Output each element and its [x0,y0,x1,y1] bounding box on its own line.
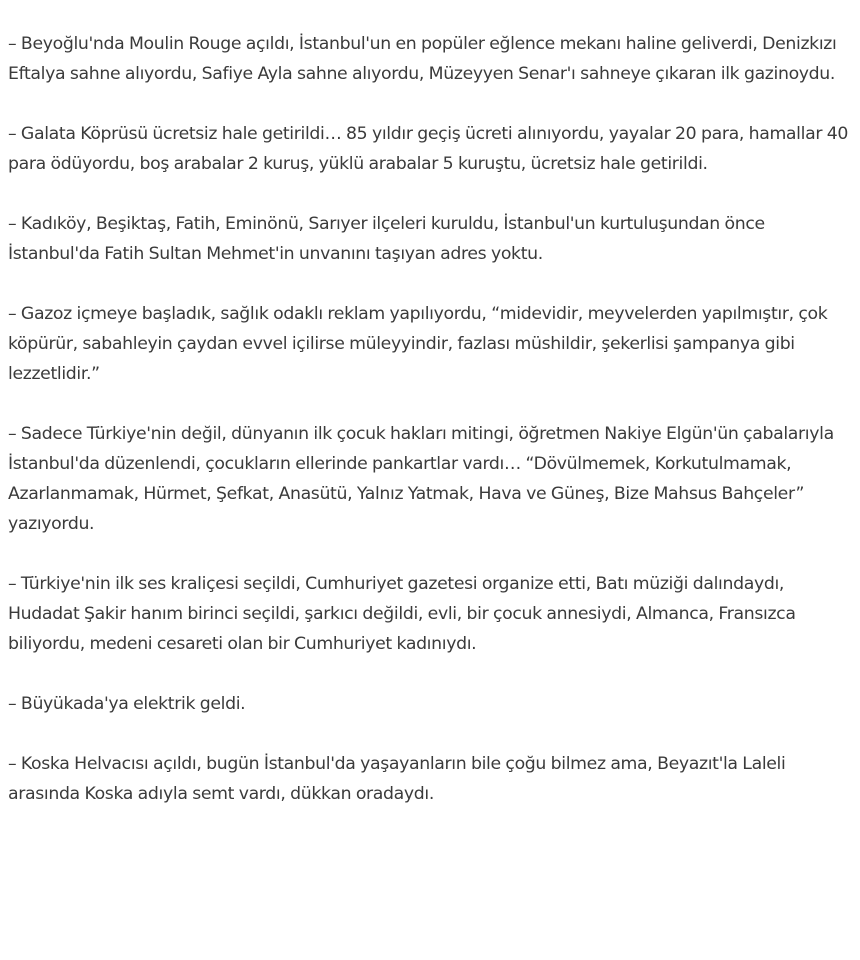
paragraph-buyukada-electricity: – Büyükada'ya elektrik geldi. [8,694,246,714]
paragraph-galata-bridge: – Galata Köprüsü ücretsiz hale getirildi… 85 yıldır geçiş ücreti alınıyordu, yayalar 20 para, hamallar 40 para ödüyordu, boş arabalar 2 kuruş, yüklü arabalar 5 kuruştu, ücretsiz hale getirildi. [8,124,849,174]
paragraph-koska: – Koska Helvacısı açıldı, bugün İstanbul'da yaşayanların bile çoğu bilmez ama, Beyazıt'la Laleli arasında Koska adıyla semt vardı, dükkan oradaydı. [8,754,786,804]
paragraph-voice-queen: – Türkiye'nin ilk ses kraliçesi seçildi, Cumhuriyet gazetesi organize etti, Batı müziği dalındaydı, Hudadat Şakir hanım birinci seçildi, şarkıcı değildi, evli, bir çocuk annesiydi, Almanca, Fransızca biliyordu, medeni cesareti olan bir Cumhuriyet kadınıydı. [8,574,796,654]
paragraph-gazoz: – Gazoz içmeye başladık, sağlık odaklı reklam yapılıyordu, “midevidir, meyvelerden yapılmıştır, çok köpürür, sabahleyin çaydan evvel içilirse müleyyindir, fazlası müshildir, şekerlisi şampanya gibi lezzetlidir.” [8,304,828,384]
paragraph-districts: – Kadıköy, Beşiktaş, Fatih, Eminönü, Sarıyer ilçeleri kuruldu, İstanbul'un kurtuluşundan önce İstanbul'da Fatih Sultan Mehmet'in unvanını taşıyan adres yoktu. [8,214,765,264]
paragraph-children-rights: – Sadece Türkiye'nin değil, dünyanın ilk çocuk hakları mitingi, öğretmen Nakiye Elgün'ün çabalarıyla İstanbul'da düzenlendi, çocukların ellerinde pankartlar vardı… “Dövülmemek, Korkutulmamak, Azarlanmamak, Hürmet, Şefkat, Anasütü, Yalnız Yatmak, Hava ve Güneş, Bize Mahsus Bahçeler” yazıyordu. [8,424,834,534]
paragraph-moulin-rouge: – Beyoğlu'nda Moulin Rouge açıldı, İstanbul'un en popüler eğlence mekanı haline geliverdi, Denizkızı Eftalya sahne alıyordu, Safiye Ayla sahne alıyordu, Müzeyyen Senar'ı sahneye çıkaran ilk gazinoydu. [8,34,837,84]
